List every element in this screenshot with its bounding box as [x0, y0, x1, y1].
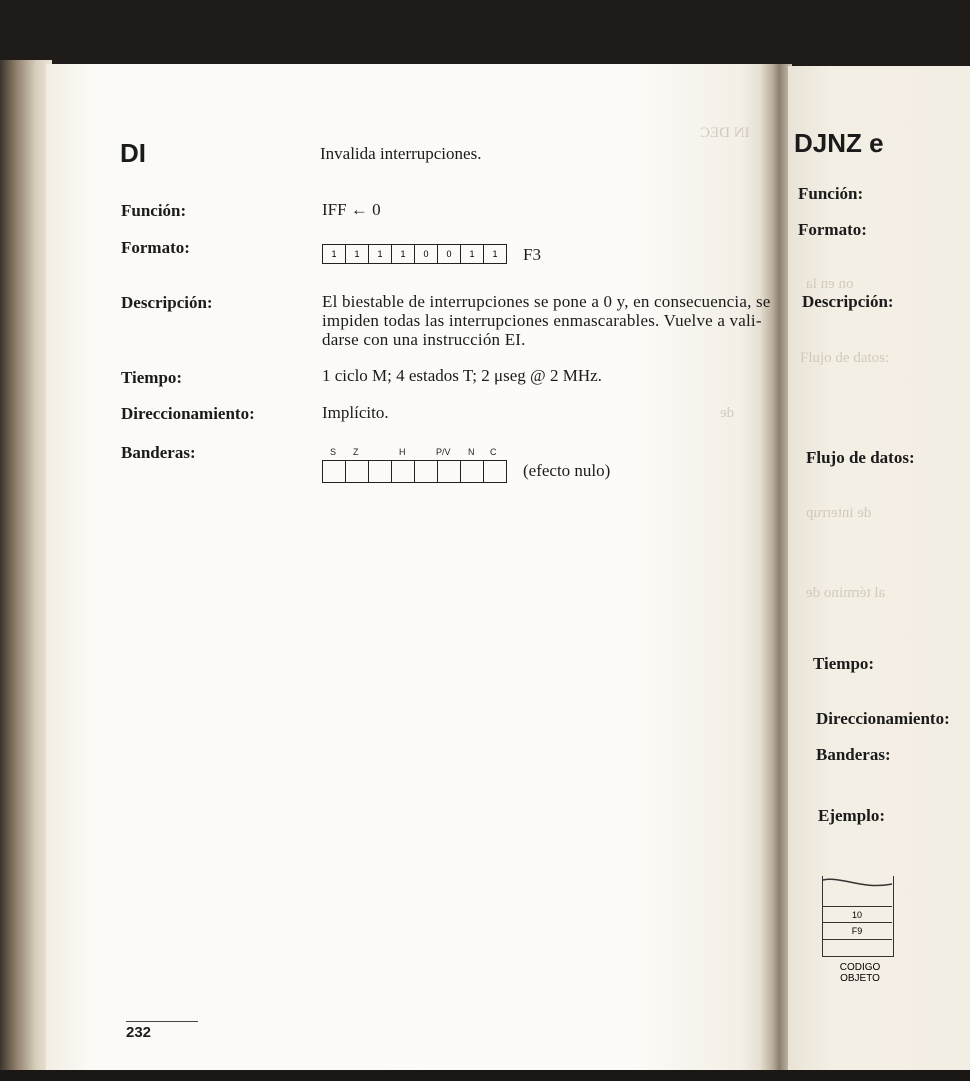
- instruction-mnemonic: DI: [120, 138, 146, 168]
- next-funcion-label: Función:: [798, 184, 864, 203]
- flag-name: C: [490, 447, 497, 457]
- flag-names: [322, 447, 504, 459]
- flag-cell: [438, 461, 461, 482]
- opcode-bit: 1: [323, 245, 346, 263]
- object-code-caption: CODIGO: [839, 962, 881, 973]
- flag-cell: [323, 461, 346, 482]
- tiempo-value: 1 ciclo M; 4 estados T; 2 μseg @ 2 MHz.: [322, 366, 602, 385]
- flags-register: [322, 460, 507, 483]
- descripcion-label: Descripción:: [121, 293, 213, 312]
- show-through-text: al término de: [806, 585, 886, 601]
- show-through-text: de interrup: [806, 505, 872, 521]
- next-direccionamiento-label: Direccionamiento:: [816, 709, 950, 728]
- object-code-caption: OBJETO: [840, 973, 880, 984]
- opcode-hex: F3: [523, 245, 541, 264]
- opcode-bit: 1: [461, 245, 484, 263]
- opcode-bit: 1: [492, 249, 498, 259]
- flag-name: S: [330, 447, 337, 457]
- flag-cell: [484, 461, 506, 482]
- next-flujo-label: Flujo de datos:: [806, 448, 915, 467]
- page-number-rule: [126, 1021, 198, 1022]
- descripcion-line: darse con una instrucción EI.: [322, 330, 526, 349]
- page-number: 232: [126, 1024, 152, 1041]
- next-formato-label: Formato:: [798, 220, 867, 239]
- flag-cell: [346, 461, 369, 482]
- opcode-bit: 0: [415, 245, 438, 263]
- flag-cell: [415, 461, 438, 482]
- direccionamiento-value: Implícito.: [322, 403, 389, 422]
- flag-cell: [369, 461, 392, 482]
- banderas-label: Banderas:: [121, 443, 196, 462]
- flag-cell: [461, 461, 484, 482]
- descripcion-line: impiden todas las interrupciones enmascarables. Vuelve a vali-: [322, 311, 762, 330]
- opcode-bit: 1: [369, 245, 392, 263]
- object-code-byte: 10: [822, 906, 892, 923]
- descripcion-line: El biestable de interrupciones se pone a 0 y, en consecuencia, se: [322, 292, 771, 311]
- next-ejemplo-label: Ejemplo:: [818, 806, 886, 825]
- next-banderas-label: Banderas:: [816, 745, 891, 764]
- flag-name: N: [468, 447, 475, 457]
- formato-label: Formato:: [121, 238, 190, 257]
- next-descripcion-label: Descripción:: [802, 292, 894, 311]
- instruction-title: Invalida interrupciones.: [320, 144, 482, 163]
- next-instruction-mnemonic: DJNZ e: [794, 128, 884, 158]
- opcode-bit: 1: [346, 245, 369, 263]
- tiempo-label: Tiempo:: [121, 368, 183, 387]
- direccionamiento-label: Direccionamiento:: [121, 404, 255, 423]
- background-top: [0, 0, 970, 70]
- opcode-bit-register: [322, 244, 507, 264]
- flag-name: Z: [353, 447, 359, 457]
- show-through-text: IN DEC: [700, 125, 750, 141]
- flag-name: H: [399, 447, 406, 457]
- banderas-note: (efecto nulo): [523, 461, 611, 480]
- show-through-text: Flujo de datos:: [800, 350, 890, 366]
- object-code-diagram: [822, 876, 894, 958]
- flag-cell: [392, 461, 415, 482]
- opcode-bit: 0: [438, 245, 461, 263]
- funcion-label: Función:: [121, 201, 187, 220]
- book-page-edges: [0, 60, 52, 1081]
- opcode-bit: 1: [392, 245, 415, 263]
- object-code-byte: F9: [822, 922, 892, 940]
- background-bottom: [0, 1070, 970, 1081]
- next-tiempo-label: Tiempo:: [813, 654, 875, 673]
- funcion-value: IFF ← 0: [322, 200, 381, 219]
- show-through-text: on en la: [806, 276, 854, 292]
- show-through-text: de: [720, 405, 735, 421]
- flag-name: P/V: [436, 447, 451, 457]
